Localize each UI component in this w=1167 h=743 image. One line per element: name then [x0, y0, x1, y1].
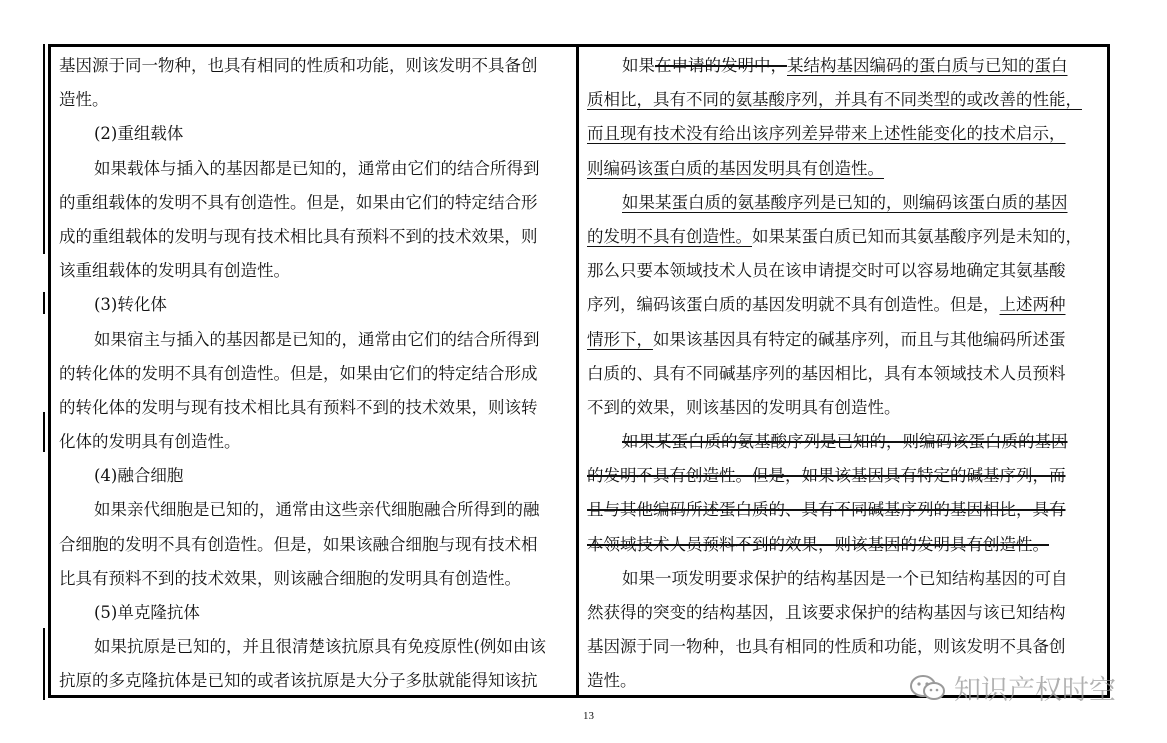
- text-line: [587, 391, 1099, 425]
- text-segment: 如果某蛋白质已知而其氨基酸序列是未知的，: [752, 226, 1082, 246]
- inserted-text: 的发明不具有创造性。: [587, 226, 752, 246]
- text-line: [587, 425, 1099, 459]
- text-line: 基因源于同一物种，也具有相同的性质和功能，则该发明不具备创: [59, 56, 538, 75]
- text-line: 合细胞的发明不具有创造性。但是，如果该融合细胞与现有技术相: [59, 534, 538, 554]
- text-line: [587, 83, 1099, 117]
- text-line: [587, 562, 1099, 596]
- text-line: 的转化体的发明不具有创造性。但是，如果由它们的特定结合形成: [59, 363, 538, 383]
- text-line: 如果亲代细胞是已知的，通常由这些亲代细胞融合所得到的融: [94, 500, 540, 520]
- text-segment: 如果该基因具有特定的碱基序列，而且与其他编码所述蛋: [653, 329, 1066, 349]
- text-line: [587, 186, 1099, 220]
- inserted-text: 某结构基因编码的蛋白质与已知的蛋白: [787, 56, 1068, 75]
- text-line: [587, 459, 1099, 493]
- text-segment: 如果一项发明要求保护的结构基因是一个已知结构基因的可自: [622, 568, 1068, 588]
- deleted-text: 且与其他编码所述蛋白质的、具有不同碱基序列的基因相比，具有: [587, 500, 1066, 520]
- right-column: [579, 47, 1107, 695]
- deleted-text: 的发明不具有创造性。但是，如果该基因具有特定的碱基序列，而: [587, 466, 1066, 486]
- page-number: 13: [583, 710, 594, 722]
- text-line: 如果抗原是已知的，并且很清楚该抗原具有免疫原性(例如由该: [94, 637, 546, 657]
- text-line: [587, 323, 1099, 357]
- deleted-text: 如果某蛋白质的氨基酸序列是已知的，则编码该蛋白质的基因: [622, 432, 1068, 452]
- text-line: 该重组载体的发明具有创造性。: [59, 261, 290, 281]
- text-segment: 那么只要本领域技术人员在该申请提交时可以容易地确定其氨基酸: [587, 261, 1066, 281]
- text-segment: 基因源于同一物种，也具有相同的性质和功能，则该发明不具备创: [587, 637, 1066, 657]
- text-segment: 然获得的突变的结构基因，且该要求保护的结构基因与该已知结构: [587, 603, 1066, 622]
- text-line: [587, 630, 1099, 664]
- left-column: [51, 47, 579, 695]
- inserted-text: 而且现有技术没有给出该序列差异带来上述性能变化的技术启示，: [587, 124, 1066, 144]
- text-line: 如果宿主与插入的基因都是已知的，通常由它们的结合所得到: [94, 329, 540, 349]
- inserted-text: 如果某蛋白质的氨基酸序列是已知的，则编码该蛋白质的基因: [622, 192, 1068, 212]
- inserted-text: 则编码该蛋白质的基因发明具有创造性。: [587, 158, 884, 178]
- text-line: [587, 117, 1099, 151]
- text-segment: 序列，编码该蛋白质的基因发明就不具有创造性。但是，: [587, 295, 1000, 315]
- text-segment: 如果: [622, 56, 655, 75]
- watermark: [908, 668, 1116, 707]
- text-line: (4)融合细胞: [94, 466, 184, 486]
- inserted-text: 情形下，: [587, 329, 653, 349]
- text-line: (2)重组载体: [94, 124, 184, 144]
- text-line: [587, 220, 1099, 254]
- text-segment: 不到的效果，则该基因的发明具有创造性。: [587, 397, 901, 417]
- text-line: [587, 288, 1099, 322]
- text-line: 成的重组载体的发明与现有技术相比具有预料不到的技术效果，则: [59, 226, 538, 246]
- text-line: [587, 254, 1099, 288]
- deleted-text: 本领域技术人员预料不到的效果，则该基因的发明具有创造性。: [587, 534, 1049, 554]
- text-line: (5)单克隆抗体: [94, 603, 200, 622]
- watermark-text: 知识产权时空: [954, 675, 1116, 706]
- text-line: [587, 596, 1099, 630]
- inserted-text: 上述两种: [999, 295, 1066, 315]
- text-line: 的转化体的发明与现有技术相比具有预料不到的技术效果，则该转: [59, 397, 538, 417]
- text-line: 化体的发明具有创造性。: [59, 432, 241, 452]
- margin-change-bar: [43, 292, 45, 314]
- margin-change-bar: [43, 412, 45, 452]
- margin-change-bar: [43, 628, 45, 700]
- text-line: [587, 493, 1099, 527]
- text-line: [587, 152, 1099, 186]
- text-line: [587, 49, 1099, 83]
- deleted-text: 在申请的发明中，: [655, 56, 787, 75]
- wechat-icon: [908, 673, 948, 703]
- text-line: 抗原的多克隆抗体是已知的或者该抗原是大分子多肽就能得知该抗: [59, 671, 538, 691]
- text-line: (3)转化体: [94, 295, 167, 315]
- text-line: 比具有预料不到的技术效果，则该融合细胞的发明具有创造性。: [59, 568, 521, 588]
- inserted-text: 质相比，具有不同的氨基酸序列，并具有不同类型的或改善的性能，: [587, 90, 1082, 110]
- text-line: 造性。: [59, 90, 109, 110]
- text-segment: 白质的、具有不同碱基序列的基因相比，具有本领域技术人员预料: [587, 363, 1066, 383]
- text-line: 的重组载体的发明不具有创造性。但是，如果由它们的特定结合形: [59, 192, 538, 212]
- text-line: [587, 357, 1099, 391]
- text-line: 如果载体与插入的基因都是已知的，通常由它们的结合所得到: [94, 158, 540, 178]
- text-segment: 造性。: [587, 671, 637, 691]
- margin-change-bar: [43, 44, 45, 254]
- text-line: [587, 528, 1099, 562]
- comparison-table: [48, 44, 1110, 698]
